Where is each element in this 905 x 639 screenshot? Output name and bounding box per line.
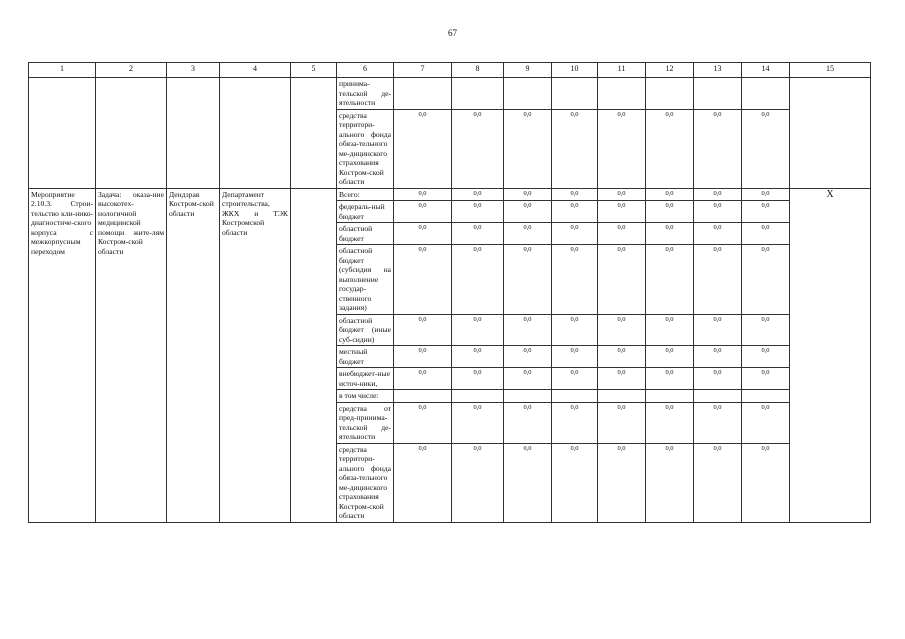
value-cell: 0,0 [452,223,504,245]
header-cell: 1 [29,63,96,78]
mark-cell: X [790,188,871,522]
header-cell: 15 [790,63,871,78]
value-cell: 0,0 [394,314,452,346]
table-row [29,78,871,110]
value-cell: 0,0 [394,245,452,315]
funding-source-cell: областной бюджет (иные суб-сидии) [337,314,394,346]
value-cell [452,78,504,110]
funding-source-cell: средства от пред-принима-тельской де-ятельности [337,402,394,443]
value-cell: 0,0 [742,109,790,188]
value-cell [742,390,790,403]
value-cell: 0,0 [394,443,452,522]
header-cell: 6 [337,63,394,78]
value-cell: 0,0 [742,188,790,201]
value-cell: 0,0 [742,245,790,315]
value-cell: 0,0 [394,402,452,443]
funding-source-cell: федераль-ный бюджет [337,201,394,223]
value-cell: 0,0 [742,201,790,223]
value-cell: 0,0 [394,109,452,188]
activity-task-cell: Задача: оказа-ние высокотех-нологичной медицинской помощи жите-лям Костром-ской области [96,188,167,522]
funding-source-cell: средства территори-ального фонда обяза-тельного ме-дицинского страхования Костром-ской области [337,109,394,188]
empty-cell [167,78,220,189]
value-cell: 0,0 [598,402,646,443]
value-cell: 0,0 [504,402,552,443]
budget-table [28,62,871,523]
value-cell: 0,0 [504,223,552,245]
value-cell: 0,0 [598,245,646,315]
value-cell: 0,0 [394,223,452,245]
value-cell: 0,0 [694,188,742,201]
value-cell: 0,0 [552,443,598,522]
value-cell [646,390,694,403]
value-cell: 0,0 [552,245,598,315]
value-cell: 0,0 [646,201,694,223]
page-number: 67 [448,28,457,38]
header-cell: 5 [291,63,337,78]
value-cell: 0,0 [598,346,646,368]
empty-cell [790,78,871,189]
value-cell [552,78,598,110]
value-cell [504,390,552,403]
value-cell: 0,0 [552,201,598,223]
value-cell: 0,0 [552,402,598,443]
value-cell: 0,0 [552,314,598,346]
funding-source-cell: местный бюджет [337,346,394,368]
value-cell: 0,0 [742,402,790,443]
value-cell: 0,0 [646,188,694,201]
funding-source-cell: областной бюджет (субсидия на выполнение государ-ственного задания) [337,245,394,315]
value-cell: 0,0 [694,314,742,346]
empty-cell [96,78,167,189]
value-cell: 0,0 [504,346,552,368]
value-cell: 0,0 [694,346,742,368]
value-cell: 0,0 [452,346,504,368]
value-cell: 0,0 [504,443,552,522]
value-cell: 0,0 [694,201,742,223]
header-cell: 14 [742,63,790,78]
header-cell: 12 [646,63,694,78]
header-cell: 3 [167,63,220,78]
value-cell [598,390,646,403]
value-cell: 0,0 [646,402,694,443]
funding-source-cell: средства территори-ального фонда обяза-тельного ме-дицинского страхования Костром-ской области [337,443,394,522]
column-5-cell [291,188,337,522]
value-cell: 0,0 [552,368,598,390]
header-cell: 13 [694,63,742,78]
value-cell: 0,0 [598,368,646,390]
value-cell [742,78,790,110]
value-cell: 0,0 [452,314,504,346]
header-row [29,63,871,78]
value-cell: 0,0 [394,188,452,201]
value-cell [504,78,552,110]
value-cell: 0,0 [504,245,552,315]
value-cell: 0,0 [646,314,694,346]
customer-cell: Департамент строительства, ЖКХ и ТЭК Костромской области [220,188,291,522]
value-cell: 0,0 [598,223,646,245]
value-cell: 0,0 [552,346,598,368]
value-cell: 0,0 [504,188,552,201]
value-cell: 0,0 [394,346,452,368]
value-cell [552,390,598,403]
value-cell: 0,0 [742,314,790,346]
value-cell [694,390,742,403]
value-cell: 0,0 [694,245,742,315]
value-cell: 0,0 [646,443,694,522]
header-cell: 11 [598,63,646,78]
value-cell: 0,0 [552,188,598,201]
value-cell: 0,0 [504,201,552,223]
value-cell: 0,0 [694,402,742,443]
header-cell: 2 [96,63,167,78]
value-cell: 0,0 [504,109,552,188]
empty-cell [29,78,96,189]
value-cell: 0,0 [646,223,694,245]
value-cell: 0,0 [598,109,646,188]
funding-source-cell: областной бюджет [337,223,394,245]
value-cell: 0,0 [694,368,742,390]
header-cell: 10 [552,63,598,78]
executor-cell: Дендзрав Костром-ской области [167,188,220,522]
empty-cell [220,78,291,189]
activity-name-cell: Мероприятие 2.10.3. Строи-тельство кли-нико-диагностиче-ского корпуса с межкорпусным переходом [29,188,96,522]
funding-source-cell: принима-тельской де-ятельности [337,78,394,110]
value-cell: 0,0 [742,223,790,245]
value-cell: 0,0 [598,188,646,201]
value-cell: 0,0 [452,188,504,201]
value-cell [394,78,452,110]
value-cell: 0,0 [742,443,790,522]
value-cell [452,390,504,403]
value-cell: 0,0 [694,223,742,245]
value-cell: 0,0 [646,245,694,315]
value-cell: 0,0 [452,368,504,390]
value-cell: 0,0 [452,201,504,223]
value-cell: 0,0 [552,109,598,188]
value-cell: 0,0 [598,314,646,346]
table-row [29,188,871,201]
value-cell: 0,0 [646,346,694,368]
value-cell: 0,0 [694,443,742,522]
value-cell: 0,0 [694,109,742,188]
value-cell: 0,0 [504,368,552,390]
value-cell: 0,0 [504,314,552,346]
value-cell [694,78,742,110]
value-cell: 0,0 [452,109,504,188]
header-cell: 8 [452,63,504,78]
value-cell: 0,0 [394,368,452,390]
empty-cell [291,78,337,189]
value-cell [646,78,694,110]
funding-source-cell: внебюджет-ные источ-ники, [337,368,394,390]
value-cell: 0,0 [452,245,504,315]
value-cell: 0,0 [646,368,694,390]
value-cell [394,390,452,403]
value-cell: 0,0 [394,201,452,223]
header-cell: 7 [394,63,452,78]
value-cell: 0,0 [552,223,598,245]
value-cell: 0,0 [742,368,790,390]
funding-source-cell: Всего: [337,188,394,201]
value-cell: 0,0 [452,443,504,522]
header-cell: 9 [504,63,552,78]
value-cell: 0,0 [742,346,790,368]
header-cell: 4 [220,63,291,78]
value-cell: 0,0 [598,443,646,522]
value-cell: 0,0 [646,109,694,188]
funding-source-cell: в том числе: [337,390,394,403]
value-cell: 0,0 [598,201,646,223]
value-cell [598,78,646,110]
value-cell: 0,0 [452,402,504,443]
